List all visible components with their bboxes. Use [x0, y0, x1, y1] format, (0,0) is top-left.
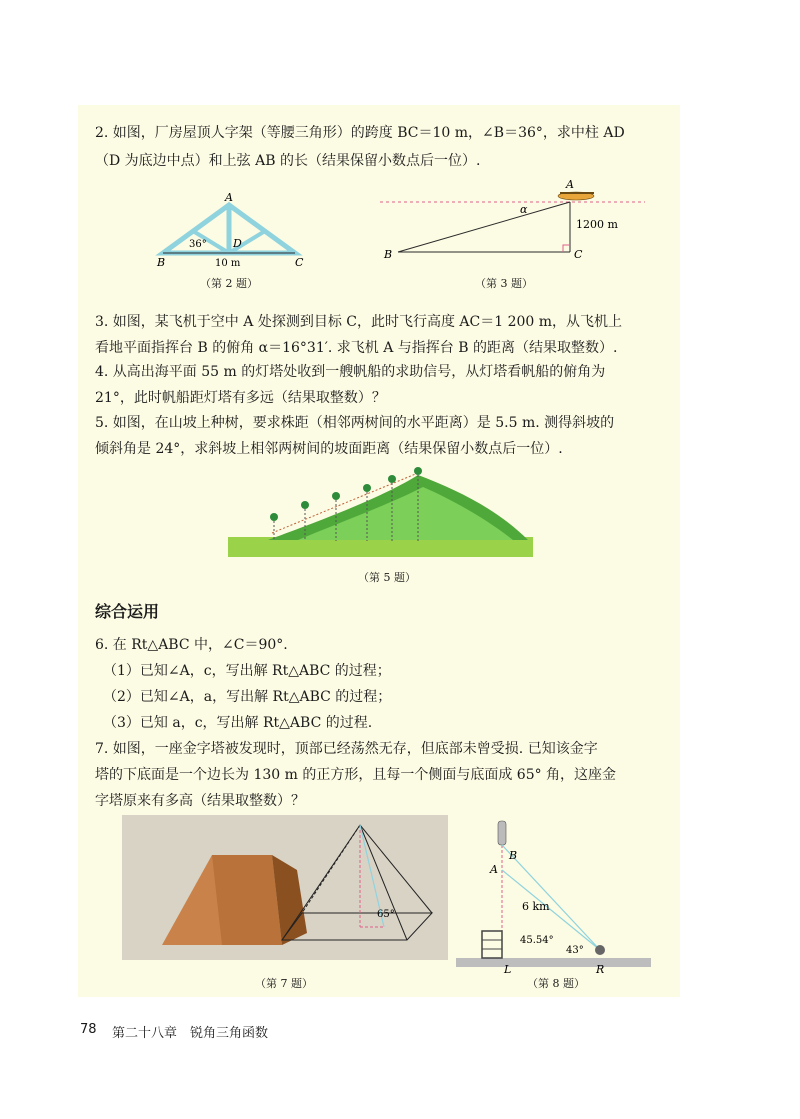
figure-7-pyramid: [122, 815, 450, 965]
fig8-label-L: L: [504, 963, 512, 976]
problem-6-line-3: （2）已知∠A，a，写出解 Rt△ABC 的过程；: [103, 689, 392, 705]
figure-5-caption: （第 5 题）: [358, 571, 416, 584]
fig8-label-A: A: [490, 863, 498, 876]
fig8-label-B: B: [509, 849, 518, 862]
fig2-label-A: A: [225, 191, 233, 204]
problem-6-line-2: （1）已知∠A，c，写出解 Rt△ABC 的过程；: [103, 663, 391, 679]
fig2-label-C: C: [295, 256, 304, 269]
fig2-label-B: B: [157, 256, 166, 269]
problem-7-line-2: 塔的下底面是一个边长为 130 m 的正方形，且每一个侧面与底面成 65° 角，这座金: [95, 767, 617, 783]
fig3-label-C: C: [574, 248, 583, 261]
figure-8-rocket: [456, 815, 656, 975]
figure-5-hill: [228, 465, 538, 560]
fig3-alpha-label: α: [520, 203, 528, 216]
fig7-angle-label: 65°: [377, 909, 395, 920]
fig8-distance-label: 6 km: [522, 900, 550, 913]
figure-2-caption: （第 2 题）: [200, 277, 258, 290]
fig2-angle-label: 36°: [189, 239, 207, 250]
section-title: 综合运用: [95, 602, 160, 621]
problem-2-line-2: （D 为底边中点）和上弦 AB 的长（结果保留小数点后一位）.: [95, 153, 481, 169]
fig2-label-D: D: [233, 237, 242, 250]
problem-7-line-3: 字塔原来有多高（结果取整数）？: [95, 793, 305, 809]
fig3-label-B: B: [384, 248, 393, 261]
problem-6-line-1: 6. 在 Rt△ABC 中，∠C＝90°.: [95, 637, 288, 653]
figure-2-truss: [155, 191, 315, 275]
fig8-label-R: R: [596, 963, 605, 976]
fig8-angle1-label: 45.54°: [520, 935, 554, 946]
fig8-angle2-label: 43°: [566, 945, 584, 956]
figure-7-caption: （第 7 题）: [255, 977, 313, 990]
fig2-span-label: 10 m: [215, 258, 241, 269]
problem-2-line-1: 2. 如图，厂房屋顶人字架（等腰三角形）的跨度 BC＝10 m，∠B＝36°，求中柱 AD: [95, 125, 625, 141]
problem-5-line-1: 5. 如图，在山坡上种树，要求株距（相邻两树间的水平距离）是 5.5 m. 测得斜坡的: [95, 415, 615, 431]
figure-3-plane: [380, 180, 650, 260]
problem-3-line-2: 看地平面指挥台 B 的俯角 α＝16°31′. 求飞机 A 与指挥台 B 的距离（结果取整数）.: [95, 340, 618, 356]
problem-4-line-2: 21°，此时帆船距灯塔有多远（结果取整数）？: [95, 390, 386, 406]
problem-4-line-1: 4. 从高出海平面 55 m 的灯塔处收到一艘帆船的求助信号，从灯塔看帆船的俯角为: [95, 364, 606, 380]
problem-5-line-2: 倾斜角是 24°，求斜坡上相邻两树间的坡面距离（结果保留小数点后一位）.: [95, 441, 563, 457]
problem-3-line-1: 3. 如图，某飞机于空中 A 处探测到目标 C，此时飞行高度 AC＝1 200 m，从飞机上: [95, 314, 623, 330]
fig3-height-label: 1200 m: [576, 218, 618, 231]
problem-7-line-1: 7. 如图，一座金字塔被发现时，顶部已经荡然无存，但底部未曾受损. 已知该金字: [95, 741, 598, 757]
fig3-label-A: A: [566, 178, 574, 191]
problem-6-line-4: （3）已知 a，c，写出解 Rt△ABC 的过程.: [103, 715, 373, 731]
figure-3-caption: （第 3 题）: [475, 277, 533, 290]
chapter-title: 第二十八章 锐角三角函数: [112, 1026, 269, 1041]
figure-8-caption: （第 8 题）: [527, 977, 585, 990]
page-number: 78: [80, 1022, 97, 1037]
